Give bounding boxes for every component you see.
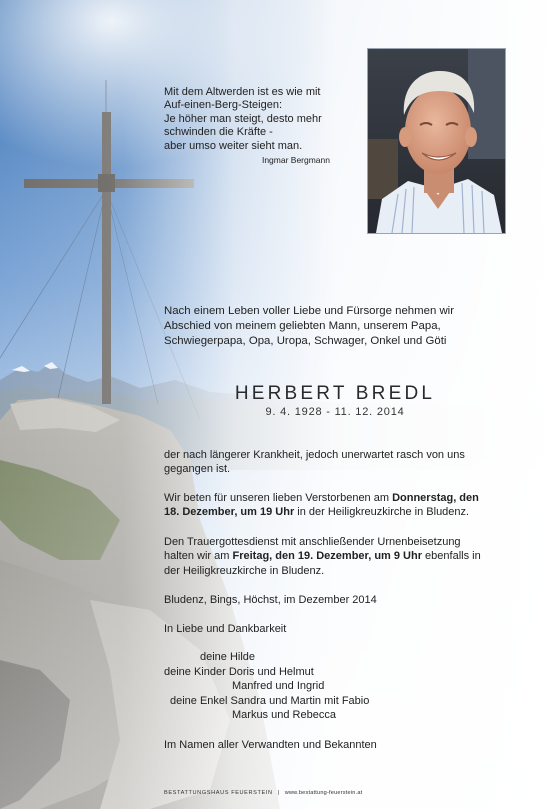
paragraph-line <box>164 491 504 505</box>
intro-line: Abschied von meinem geliebten Mann, unserem Papa, <box>164 319 441 332</box>
paragraph-line <box>164 505 504 519</box>
prayer-time: 18. Dezember, um 19 Uhr <box>164 506 295 519</box>
family-children: deine Kinder Doris und Helmut <box>164 666 314 678</box>
footer <box>164 790 362 796</box>
quote-line: Je höher man steigt, desto mehr <box>164 112 322 125</box>
service-paragraph <box>164 535 504 578</box>
family-wife: deine Hilde <box>200 651 256 663</box>
paragraph-line: der nach längerer Krankheit, jedoch unerwartet rasch von uns <box>164 449 465 461</box>
family-children-continued: Manfred und Ingrid <box>232 680 325 692</box>
closing-line: In Liebe und Dankbarkeit <box>164 623 287 635</box>
family-grandchildren-continued: Markus und Rebecca <box>232 709 336 721</box>
name-block <box>230 383 440 418</box>
paragraph-line <box>164 549 504 563</box>
service-date: Freitag, den 19. Dezember, um 9 Uhr <box>232 550 422 563</box>
funeral-home-name: BESTATTUNGSHAUS FEUERSTEIN <box>164 790 273 796</box>
intro-line: Nach einem Leben voller Liebe und Fürsorge nehmen wir <box>164 305 454 317</box>
footer-separator: | <box>277 790 280 796</box>
paragraph-line: Den Trauergottesdienst mit anschließender Urnenbeisetzung <box>164 536 461 548</box>
service-text: halten wir am <box>164 550 233 563</box>
quote-line: Auf-einen-Berg-Steigen: <box>164 99 283 112</box>
service-text: ebenfalls in <box>422 550 481 563</box>
quote-line: aber umso weiter sieht man. <box>164 139 303 152</box>
paragraph-line: der Heiligkreuzkirche in Bludenz. <box>164 564 325 577</box>
paragraph-line: gegangen ist. <box>164 463 231 476</box>
funeral-home-url: www.bestattung-feuerstein.at <box>284 790 363 796</box>
illness-paragraph <box>164 448 504 477</box>
portrait-photo <box>367 48 506 234</box>
prayer-location: in der Heiligkreuzkirche in Bludenz. <box>294 506 470 519</box>
family-grandchildren: deine Enkel Sandra und Martin mit Fabio <box>170 695 370 707</box>
prayer-date: Donnerstag, den <box>392 492 479 504</box>
life-dates: 9. 4. 1928 - 11. 12. 2014 <box>265 406 405 418</box>
quote-block <box>164 86 354 166</box>
quote-author: Ingmar Bergmann <box>261 155 330 166</box>
prayer-paragraph <box>164 491 504 520</box>
place-date: Bludenz, Bings, Höchst, im Dezember 2014 <box>164 594 377 606</box>
deceased-name: HERBERT BREDL <box>234 383 436 404</box>
quote-line: schwinden die Kräfte - <box>164 126 273 139</box>
intro-line: Schwiegerpapa, Opa, Uropa, Schwager, Onkel und Göti <box>164 334 447 347</box>
family-relatives: Im Namen aller Verwandten und Bekannten <box>164 739 377 751</box>
prayer-text: Wir beten für unseren lieben Verstorbenen am <box>164 492 393 504</box>
quote-line: Mit dem Altwerden ist es wie mit <box>164 86 321 98</box>
intro-paragraph <box>164 304 474 348</box>
